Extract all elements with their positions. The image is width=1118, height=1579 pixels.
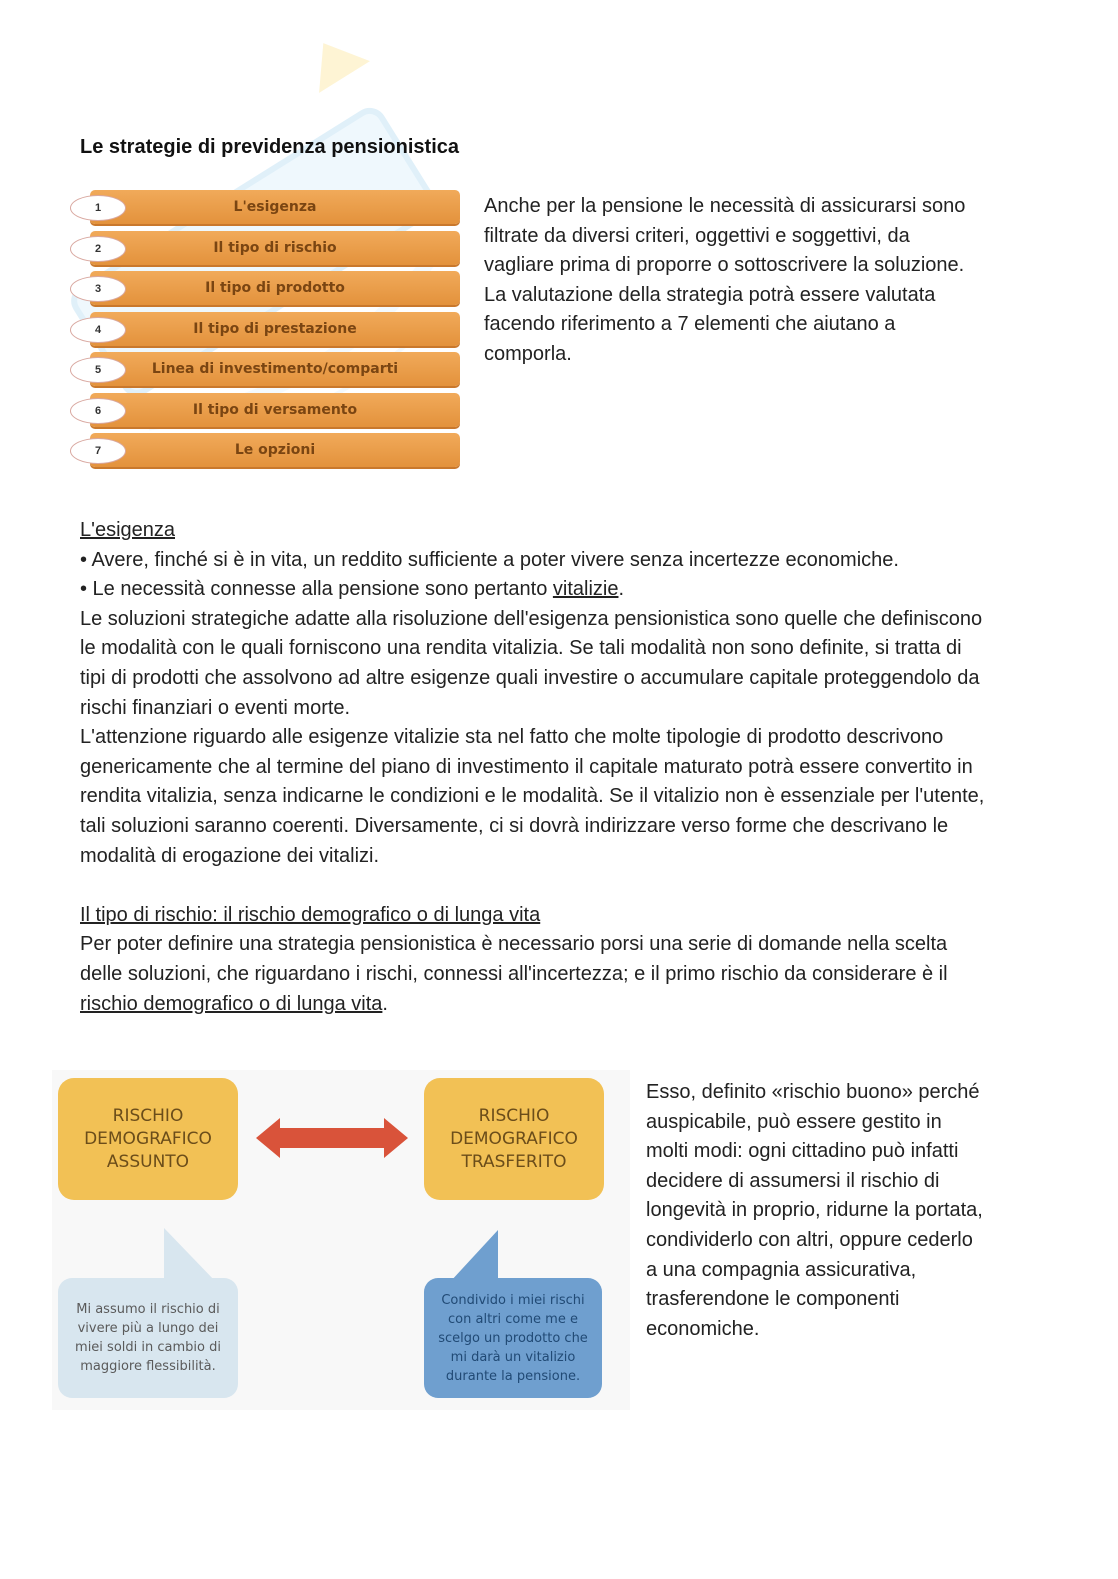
- section-heading-rischio: Il tipo di rischio: il rischio demografico o di lunga vita: [80, 903, 541, 926]
- intro-paragraph: Anche per la pensione le necessità di assicurarsi sono filtrate da diversi criteri, oggettivi e soggettivi, da vagliare prima di proporre o sottoscrivere la soluzione. La valutazione della strategia potrà essere valutata facendo riferimento a 7 elementi che aiutano a comporla.: [484, 195, 966, 365]
- bubble-tail-right: [450, 1230, 502, 1282]
- step-item: [70, 312, 460, 346]
- section-heading-esigenza: L'esigenza: [80, 519, 175, 541]
- paragraph: [80, 930, 990, 1019]
- paragraph-end: .: [382, 992, 388, 1015]
- step-number: 6: [70, 398, 126, 424]
- paragraph-text: Per poter definire una strategia pensionistica è necessario porsi una serie di domande nella scelta delle soluzioni, che riguardano i rischi, connessi all'incertezza; e il primo rischio da considerare è il: [80, 933, 948, 985]
- bubble-line: miei soldi in cambio di: [75, 1340, 221, 1355]
- step-number: 1: [70, 195, 126, 221]
- bullet-text: • Le necessità connesse alla pensione sono pertanto: [80, 578, 553, 601]
- step-number: 4: [70, 317, 126, 343]
- page-title: Le strategie di previdenza pensionistica: [80, 136, 460, 158]
- step-item: [70, 352, 460, 386]
- bubble-line: Mi assumo il rischio di: [76, 1302, 220, 1317]
- speech-bubble-assunto: [58, 1278, 238, 1398]
- step-label: Il tipo di prestazione: [90, 312, 460, 346]
- risk-diagram: [52, 1070, 630, 1410]
- box-line: TRASFERITO: [461, 1151, 567, 1172]
- speech-bubble-trasferito: [424, 1278, 602, 1398]
- bubble-line: durante la pensione.: [445, 1368, 581, 1384]
- step-label: L'esigenza: [90, 190, 460, 224]
- box-line: RISCHIO: [478, 1105, 550, 1126]
- double-arrow-icon: [252, 1116, 412, 1160]
- bubble-line: maggiore flessibilità.: [80, 1359, 216, 1374]
- box-line: DEMOGRAFICO: [84, 1128, 212, 1149]
- step-number: 2: [70, 236, 126, 262]
- step-label: Le opzioni: [90, 433, 460, 467]
- bullet-end: .: [618, 578, 625, 601]
- box-rischio-trasferito: [424, 1078, 604, 1200]
- step-item: [70, 393, 460, 427]
- step-item: [70, 271, 460, 305]
- step-item: [70, 433, 460, 467]
- step-number: 7: [70, 438, 126, 464]
- term-vitalizie: vitalizie: [552, 578, 619, 601]
- box-line: RISCHIO: [112, 1105, 184, 1126]
- bullet-item: [80, 575, 990, 605]
- box-line: ASSUNTO: [106, 1151, 190, 1172]
- step-label: Linea di investimento/comparti: [90, 352, 460, 386]
- step-label: Il tipo di prodotto: [90, 271, 460, 305]
- paragraph: Le soluzioni strategiche adatte alla risoluzione dell'esigenza pensionistica sono quelle che definiscono le modalità con le quali forniscono una rendita vitalizia. Se tali modalità non sono definite, si tratta di tipi di prodotti che assolvono ad altre esigenze quali investire o accumulare capitale proteggendolo da rischi finanziari o eventi morte.: [80, 607, 983, 719]
- bullet-item: • Avere, finché si è in vita, un reddito sufficiente a poter vivere senza incertezze economiche.: [80, 548, 899, 571]
- bubble-tail-left: [160, 1228, 220, 1282]
- bubble-line: vivere più a lungo dei: [77, 1321, 219, 1336]
- side-paragraph: Esso, definito «rischio buono» perché auspicabile, può essere gestito in molti modi: ogni cittadino può infatti decidere di assumersi il rischio di longevità in proprio, ridurne la portata, condividerlo con altri, oppure cederlo a una compagnia assicurativa, trasferendone le componenti economiche.: [646, 1081, 983, 1340]
- steps-diagram: [70, 190, 460, 474]
- step-item: [70, 190, 460, 224]
- bubble-line: mi darà un vitalizio: [450, 1349, 576, 1365]
- step-number: 5: [70, 357, 126, 383]
- bubble-line: Condivido i miei rischi: [441, 1292, 585, 1308]
- paragraph: L'attenzione riguardo alle esigenze vitalizie sta nel fatto che molte tipologie di prodotto descrivono genericamente che al termine del piano di investimento il capitale maturato potrà essere convertito in rendita vitalizia, senza indicarne le condizioni e le modalità. Se il vitalizio non è essenziale per l'utente, tali soluzioni saranno coerenti. Diversamente, ci si dovrà indirizzare verso forme che descrivano le modalità di erogazione dei vitalizi.: [80, 726, 985, 867]
- step-label: Il tipo di rischio: [90, 231, 460, 265]
- step-number: 3: [70, 276, 126, 302]
- term-rischio-demografico: rischio demografico o di lunga vita: [80, 992, 383, 1015]
- main-text: [80, 516, 990, 1019]
- bubble-line: con altri come me e: [448, 1311, 578, 1327]
- step-label: Il tipo di versamento: [90, 393, 460, 427]
- box-rischio-assunto: [58, 1078, 238, 1200]
- box-line: DEMOGRAFICO: [450, 1128, 578, 1149]
- bubble-line: scelgo un prodotto che: [438, 1330, 588, 1346]
- step-item: [70, 231, 460, 265]
